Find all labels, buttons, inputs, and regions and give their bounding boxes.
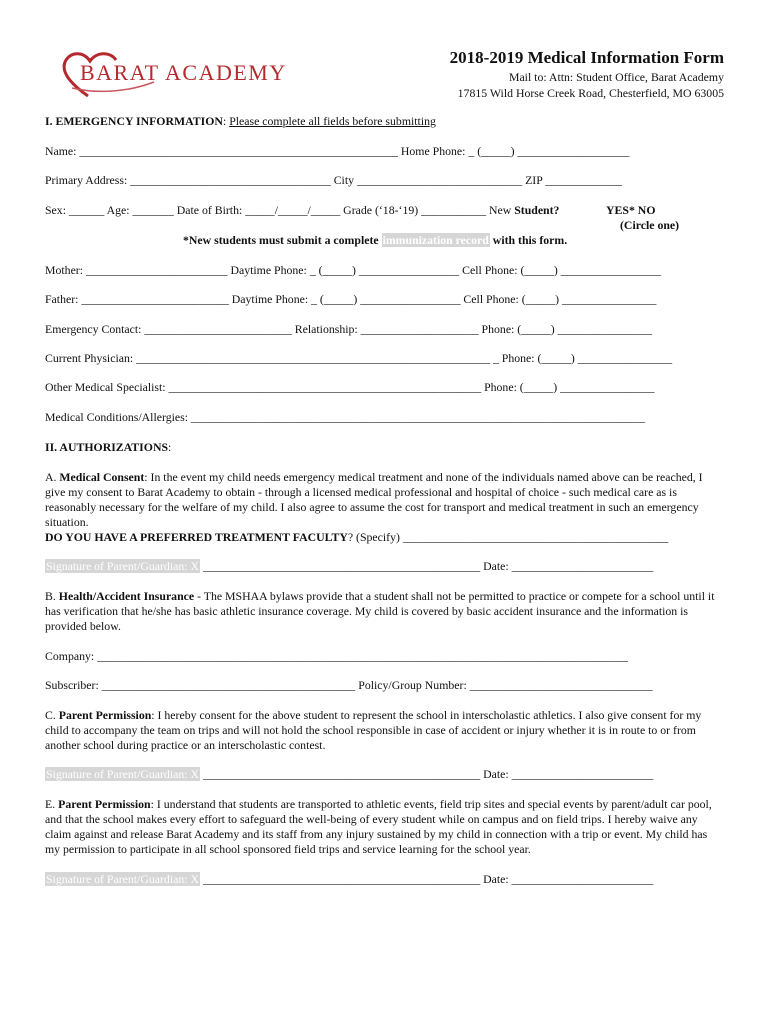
- sex-age-dob-grade-field[interactable]: [45, 203, 559, 218]
- section-1-heading: [45, 114, 436, 129]
- insurance-title: Health/Accident Insurance: [58, 589, 195, 603]
- name-phone-field[interactable]: Name: ______________________________________________________ Home Phone: _ (_____) ___________________: [45, 144, 630, 158]
- section-1-colon: :: [222, 114, 230, 128]
- section-2-heading: [45, 440, 171, 455]
- signature-row-2[interactable]: [45, 767, 653, 782]
- trip-permission-paragraph: [45, 797, 725, 857]
- section-2-title: II. AUTHORIZATIONS: [45, 440, 169, 454]
- athletics-permission-title: Parent Permission: [58, 708, 152, 722]
- immunization-record-highlight: immunization record: [382, 233, 489, 247]
- preferred-faculty-question: DO YOU HAVE A PREFERRED TREATMENT FACULTY: [45, 530, 348, 544]
- section-1-instruction: Please complete all fields before submitting: [229, 114, 436, 128]
- new-student-label: Student?: [514, 203, 560, 217]
- signature-row-1[interactable]: [45, 559, 653, 574]
- signature-date-blank: _______________________________________________ Date: ________________________: [200, 559, 654, 573]
- form-title: 2018-2019 Medical Information Form: [449, 48, 724, 67]
- emergency-contact-field[interactable]: Emergency Contact: _________________________ Relationship: ____________________ Phone: (_____) ________________: [45, 322, 652, 336]
- signature-row-3[interactable]: [45, 872, 653, 887]
- medical-consent-title: Medical Consent: [59, 470, 145, 484]
- signature-label: Signature of Parent/Guardian: X: [46, 559, 199, 573]
- circle-one-hint: (Circle one): [620, 218, 680, 232]
- immunization-note-a: *New students must submit a complete: [183, 233, 382, 247]
- yes-no-choice[interactable]: YES* NO: [606, 203, 656, 217]
- father-field[interactable]: Father: _________________________ Daytime Phone: _ (_____) _________________ Cell Phone: (_____) ________________: [45, 292, 657, 306]
- signature-date-blank: _______________________________________________ Date: ________________________: [200, 767, 654, 781]
- signature-label: Signature of Parent/Guardian: X: [46, 872, 199, 886]
- preferred-faculty-blank: ? (Specify) _____________________________________________: [347, 530, 669, 544]
- trip-permission-title: Parent Permission: [58, 797, 151, 811]
- immunization-note: [183, 233, 567, 248]
- medical-consent-text: : In the event my child needs emergency medical treatment and none of the individuals named above can be reached, I give my consent to Barat Academy to obtain - through a licensed medical professional and hospital of choice - such medical care as is reasonably necessary for the welfare of my child. I also agree to assume the cost for transport and medical treatment in such an emergency situation.: [45, 470, 703, 529]
- logo-text: BARAT ACADEMY: [80, 60, 287, 85]
- signature-date-blank: _______________________________________________ Date: ________________________: [200, 872, 654, 886]
- insurance-paragraph: [45, 589, 725, 634]
- address-field[interactable]: Primary Address: __________________________________ City ____________________________ ZIP _____________: [45, 173, 622, 187]
- conditions-field[interactable]: Medical Conditions/Allergies: _____________________________________________________________________________: [45, 410, 646, 424]
- mail-address: 17815 Wild Horse Creek Road, Chesterfield, MO 63005: [457, 86, 724, 100]
- specialist-field[interactable]: Other Medical Specialist: _____________________________________________________ Phone: (_____) ________________: [45, 380, 655, 394]
- signature-label: Signature of Parent/Guardian: X: [46, 767, 199, 781]
- company-field[interactable]: Company: __________________________________________________________________________________________: [45, 649, 628, 663]
- sex-age-dob-grade-text: Sex: ______ Age: _______ Date of Birth: _____/_____/_____ Grade (‘18-‘19) ___________ New: [45, 203, 515, 217]
- section-2-colon: :: [168, 440, 172, 454]
- athletics-permission-paragraph: [45, 708, 725, 753]
- b-prefix: B.: [45, 589, 59, 603]
- heart-swoosh-icon: [58, 48, 308, 100]
- immunization-note-b: with this form.: [489, 233, 568, 247]
- c-prefix: C.: [45, 708, 59, 722]
- subscriber-policy-field[interactable]: Subscriber: ___________________________________________ Policy/Group Number: _______________________________: [45, 678, 653, 692]
- preferred-faculty-field[interactable]: [45, 530, 668, 545]
- mother-field[interactable]: Mother: ________________________ Daytime Phone: _ (_____) _________________ Cell Phone: (_____) _________________: [45, 263, 662, 277]
- barat-academy-logo: [58, 48, 308, 100]
- e-prefix: E.: [45, 797, 59, 811]
- athletics-permission-text: : I hereby consent for the above student to represent the school in interscholastic athletics. I also give consent for my child to accompany the team on trips and will not hold the school responsible in case of accident or injury whether it is in route to or from another school during practice or an interscholastic contest.: [45, 708, 702, 752]
- mail-to-line: Mail to: Attn: Student Office, Barat Academy: [508, 70, 724, 84]
- medical-consent-paragraph: [45, 470, 725, 530]
- physician-field[interactable]: Current Physician: ____________________________________________________________ _ Phone: (_____) ________________: [45, 351, 673, 365]
- trip-permission-text: : I understand that students are transported to athletic events, field trip sites and special events by parent/adult car pool, and that the school makes every effort to safeguard the well-being of every student while on campus and on field trips. I hereby waive any claim against and release Barat Academy and its staff from any injury sustained by my child in connection with a trip or event. My child has my permission to participate in all school sponsored field trips and service learning for the school year.: [45, 797, 712, 856]
- a-prefix: A.: [45, 470, 60, 484]
- section-1-title: I. EMERGENCY INFORMATION: [45, 114, 223, 128]
- insurance-text: - The MSHAA bylaws provide that a student shall not be permitted to practice or compete for a school until it has verification that he/she has basic athletic insurance coverage. My child is covered by basic accident insurance and the information is provided below.: [45, 589, 715, 633]
